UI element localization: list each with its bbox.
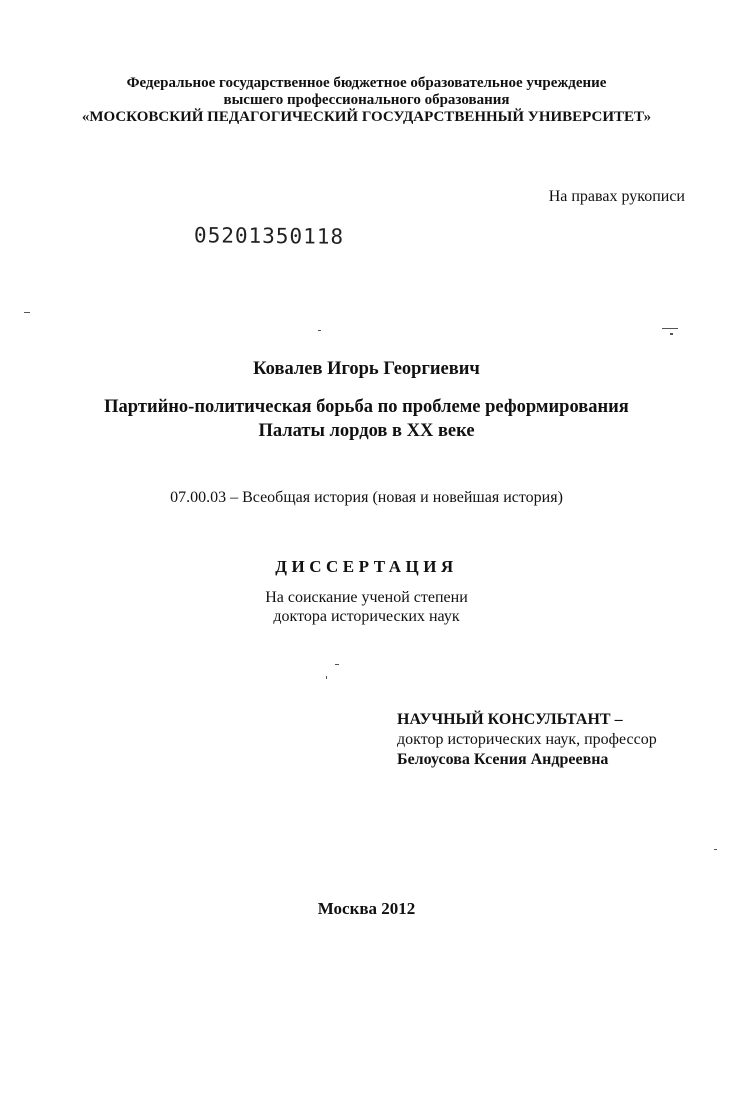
title-line-1: Партийно-политическая борьба по проблеме реформирования xyxy=(104,397,629,417)
scan-speck xyxy=(714,849,717,850)
degree-line-1: На соискание ученой степени xyxy=(265,589,468,606)
institution-line-2: высшего профессионального образования xyxy=(223,92,510,108)
scan-speck xyxy=(24,312,30,313)
scan-speck xyxy=(326,676,327,679)
scan-speck xyxy=(318,330,321,331)
degree-line-2: доктора исторических наук xyxy=(273,608,460,625)
place-year: Москва 2012 xyxy=(317,899,416,918)
scan-speck xyxy=(335,664,339,665)
specialty-code: 07.00.03 – Всеобщая история (новая и новейшая история) xyxy=(170,489,563,506)
dissertation-title xyxy=(0,395,733,443)
institution-line-1: Федеральное государственное бюджетное образовательное учреждение xyxy=(126,75,607,91)
author-name: Ковалев Игорь Георгиевич xyxy=(253,359,480,379)
institution-line-3: «МОСКОВСКИЙ ПЕДАГОГИЧЕСКИЙ ГОСУДАРСТВЕННЫЙ УНИВЕРСИТЕТ» xyxy=(81,109,652,125)
consultant-heading: НАУЧНЫЙ КОНСУЛЬТАНТ – xyxy=(397,711,623,728)
degree-info xyxy=(0,588,733,626)
document-type: ДИССЕРТАЦИЯ xyxy=(275,557,458,576)
consultant-credentials: доктор исторических наук, профессор xyxy=(397,731,657,748)
stamp-number: 05201350118 xyxy=(193,223,345,249)
title-line-2: Палаты лордов в XX веке xyxy=(258,421,475,441)
scientific-consultant xyxy=(397,710,657,770)
scan-speck xyxy=(670,333,673,335)
institution-header xyxy=(0,75,733,126)
manuscript-note: На правах рукописи xyxy=(548,188,685,205)
consultant-name: Белоусова Ксения Андреевна xyxy=(397,751,609,768)
scan-speck xyxy=(662,328,678,329)
